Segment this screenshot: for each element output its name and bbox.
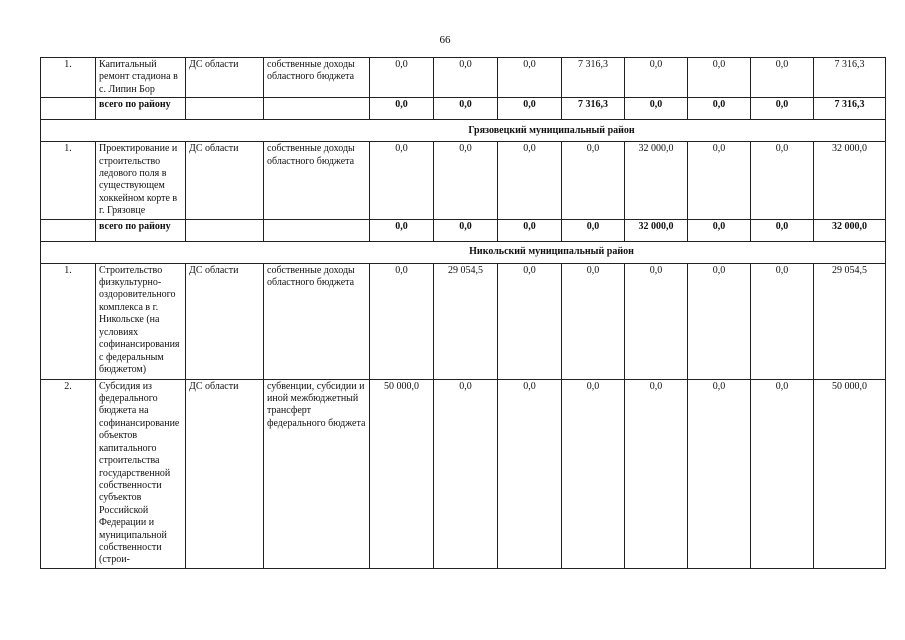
customer: ДС области — [186, 142, 264, 219]
value-cell: 0,0 — [370, 142, 434, 219]
total-value: 0,0 — [562, 219, 625, 241]
row-index: 1. — [41, 142, 96, 219]
row-index: 1. — [41, 263, 96, 379]
value-cell: 0,0 — [562, 142, 625, 219]
value-cell: 32 000,0 — [625, 142, 688, 219]
funding-source: собственные доходы областного бюджета — [264, 142, 370, 219]
value-cell: 0,0 — [498, 379, 562, 568]
value-cell: 0,0 — [370, 58, 434, 98]
value-cell: 0,0 — [562, 379, 625, 568]
value-cell: 50 000,0 — [814, 379, 886, 568]
section-heading: Грязовецкий муниципальный район — [41, 120, 886, 142]
value-cell: 0,0 — [688, 142, 751, 219]
customer: ДС области — [186, 263, 264, 379]
value-cell: 0,0 — [625, 263, 688, 379]
page-number: 66 — [439, 34, 451, 46]
total-value: 32 000,0 — [625, 219, 688, 241]
value-cell: 0,0 — [751, 58, 814, 98]
total-value: 7 316,3 — [562, 98, 625, 120]
section-heading: Никольский муниципальный район — [41, 241, 886, 263]
total-value: 7 316,3 — [814, 98, 886, 120]
value-cell: 29 054,5 — [434, 263, 498, 379]
value-cell: 50 000,0 — [370, 379, 434, 568]
section-heading-row — [41, 241, 886, 263]
value-cell: 0,0 — [498, 58, 562, 98]
total-value: 0,0 — [751, 98, 814, 120]
total-value: 0,0 — [498, 219, 562, 241]
total-row — [41, 98, 886, 120]
budget-table — [40, 57, 886, 569]
total-value: 0,0 — [688, 219, 751, 241]
value-cell: 7 316,3 — [814, 58, 886, 98]
value-cell: 7 316,3 — [562, 58, 625, 98]
value-cell: 0,0 — [751, 142, 814, 219]
total-label: всего по району — [96, 98, 186, 120]
value-cell: 0,0 — [562, 263, 625, 379]
section-heading-row — [41, 120, 886, 142]
total-value: 0,0 — [688, 98, 751, 120]
table-row — [41, 142, 886, 219]
funding-source: собственные доходы областного бюджета — [264, 263, 370, 379]
funding-source: субвенции, субсидии и иной межбюджетный трансферт федерального бюджета — [264, 379, 370, 568]
total-value: 0,0 — [751, 219, 814, 241]
total-value: 0,0 — [434, 219, 498, 241]
customer: ДС области — [186, 58, 264, 98]
table-row — [41, 58, 886, 98]
total-value: 0,0 — [498, 98, 562, 120]
value-cell: 0,0 — [688, 58, 751, 98]
total-value: 32 000,0 — [814, 219, 886, 241]
customer: ДС области — [186, 379, 264, 568]
value-cell: 0,0 — [434, 58, 498, 98]
total-label: всего по району — [96, 219, 186, 241]
value-cell: 0,0 — [751, 263, 814, 379]
value-cell: 0,0 — [688, 263, 751, 379]
value-cell: 0,0 — [688, 379, 751, 568]
funding-source: собственные доходы областного бюджета — [264, 58, 370, 98]
table-row — [41, 263, 886, 379]
total-value: 0,0 — [434, 98, 498, 120]
value-cell: 0,0 — [625, 379, 688, 568]
total-value: 0,0 — [625, 98, 688, 120]
total-row — [41, 219, 886, 241]
value-cell: 0,0 — [370, 263, 434, 379]
value-cell: 0,0 — [751, 379, 814, 568]
object-name: Проектирование и строительство ледового поля в существующем хоккейном корте в г. Грязовце — [96, 142, 186, 219]
row-index: 1. — [41, 58, 96, 98]
object-name: Субсидия из федерального бюджета на софинансирование объектов капитального строительства государственной собственности субъектов Российской Федерации и муниципальной собственности (строи- — [96, 379, 186, 568]
object-name: Строительство физкультурно-оздоровительного комплекса в г. Никольске (на условиях софинансирования с федеральным бюджетом) — [96, 263, 186, 379]
value-cell: 0,0 — [498, 263, 562, 379]
total-value: 0,0 — [370, 219, 434, 241]
object-name: Капитальный ремонт стадиона в с. Липин Бор — [96, 58, 186, 98]
value-cell: 0,0 — [434, 379, 498, 568]
table-row — [41, 379, 886, 568]
row-index: 2. — [41, 379, 96, 568]
total-value: 0,0 — [370, 98, 434, 120]
value-cell: 29 054,5 — [814, 263, 886, 379]
value-cell: 0,0 — [498, 142, 562, 219]
value-cell: 0,0 — [625, 58, 688, 98]
value-cell: 32 000,0 — [814, 142, 886, 219]
value-cell: 0,0 — [434, 142, 498, 219]
